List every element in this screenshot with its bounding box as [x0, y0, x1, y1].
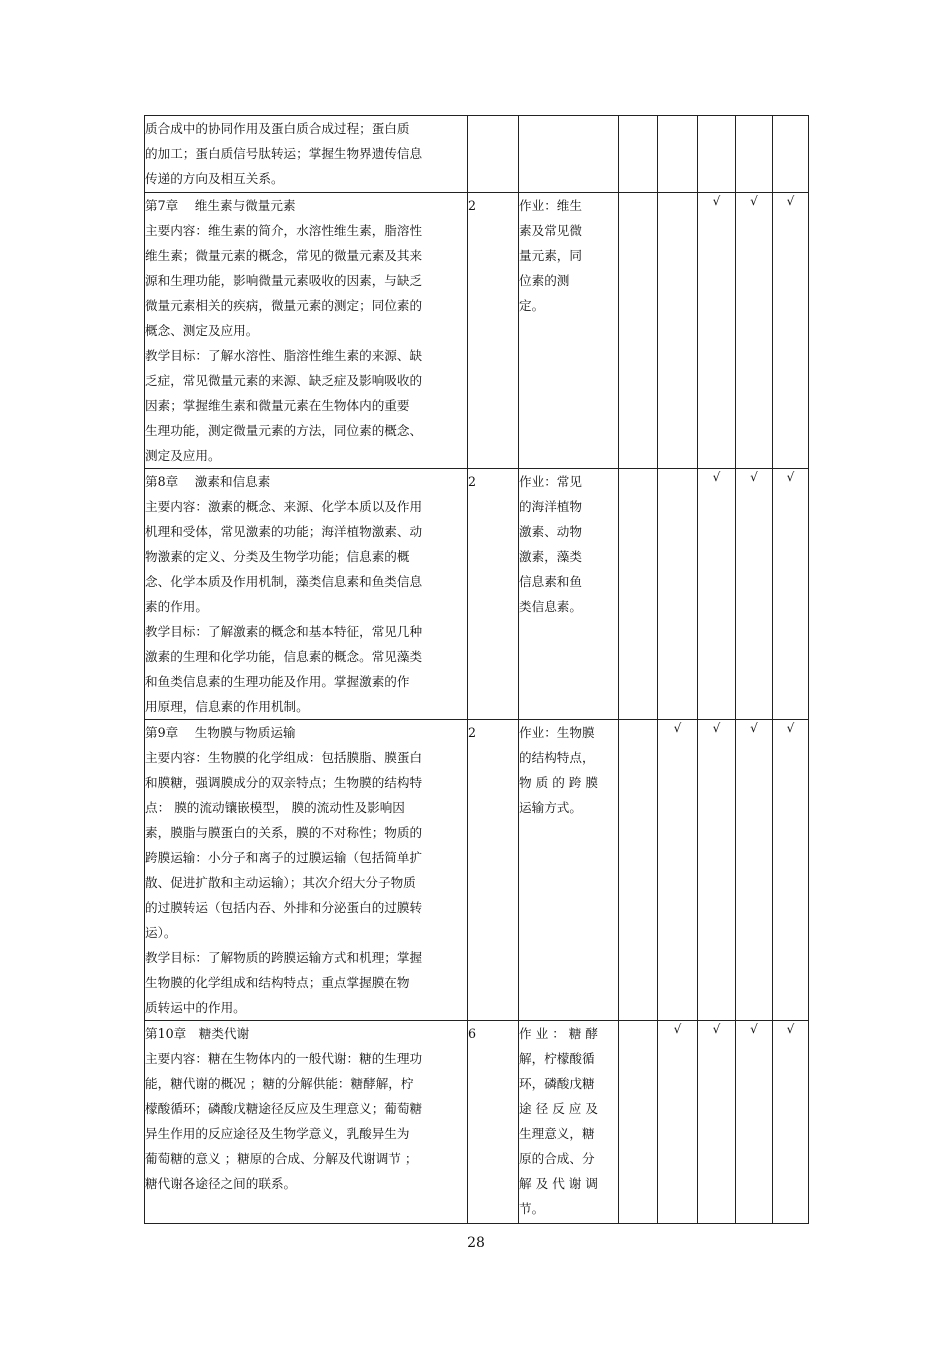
- content-line: 异生作用的反应途径及生物学意义，乳酸异生为: [145, 1126, 410, 1141]
- content-line: 教学目标：了解激素的概念和基本特征，常见几种: [145, 624, 423, 639]
- content-line: 维生素；微量元素的概念，常见的微量元素及其来: [145, 248, 423, 263]
- content-line: 生物膜的化学组成和结构特点；重点掌握膜在物: [145, 975, 410, 990]
- check-cell: [658, 193, 698, 469]
- content-cell: [145, 469, 468, 720]
- check-cell: [619, 116, 658, 193]
- hours-cell: [468, 116, 519, 193]
- content-cell: [145, 720, 468, 1021]
- check-cell: √: [736, 193, 773, 469]
- method-line: 激素、动物: [519, 524, 582, 539]
- content-line: 糖代谢各途径之间的联系。: [145, 1176, 297, 1191]
- method-cell: [519, 1021, 619, 1224]
- content-line: 生理功能，测定微量元素的方法，同位素的概念、: [145, 423, 423, 438]
- content-line: 主要内容：生物膜的化学组成：包括膜脂、膜蛋白: [145, 750, 423, 765]
- check-cell: √: [773, 469, 809, 720]
- method-line: 激素，藻类: [519, 549, 582, 564]
- syllabus-table: [144, 115, 809, 1224]
- content-line: 主要内容：维生素的简介，水溶性维生素，脂溶性: [145, 223, 423, 238]
- method-line: 定。: [519, 298, 545, 313]
- content-cell: [145, 116, 468, 193]
- content-line: 第7章 维生素与微量元素: [145, 198, 296, 213]
- content-line: 教学目标：了解物质的跨膜运输方式和机理；掌握: [145, 950, 423, 965]
- check-cell: √: [658, 720, 698, 1021]
- content-line: 物激素的定义、分类及生物学功能；信息素的概: [145, 549, 410, 564]
- check-cell: √: [698, 1021, 736, 1224]
- hours-cell: 6: [468, 1021, 519, 1224]
- method-line: 量元素，同: [519, 248, 582, 263]
- method-line: 位素的测: [519, 273, 570, 288]
- check-cell: [736, 116, 773, 193]
- content-line: 质合成中的协同作用及蛋白质合成过程；蛋白质: [145, 121, 410, 136]
- content-line: 葡萄糖的意义 ；糖原的合成、分解及代谢调节 ；: [145, 1151, 418, 1166]
- content-line: 源和生理功能，影响微量元素吸收的因素，与缺乏: [145, 273, 423, 288]
- content-line: 机理和受体，常见激素的功能；海洋植物激素、动: [145, 524, 423, 539]
- check-cell: [619, 193, 658, 469]
- check-cell: [619, 469, 658, 720]
- content-line: 素的作用。: [145, 599, 208, 614]
- content-line: 激素的生理和化学功能，信息素的概念。常见藻类: [145, 649, 423, 664]
- content-line: 用原理，信息素的作用机制。: [145, 699, 309, 714]
- check-cell: √: [736, 1021, 773, 1224]
- check-cell: [773, 116, 809, 193]
- hours-cell: 2: [468, 193, 519, 469]
- content-line: 微量元素相关的疾病，微量元素的测定；同位素的: [145, 298, 423, 313]
- table-body: [145, 116, 809, 1224]
- content-line: 的加工；蛋白质信号肽转运；掌握生物界遗传信息: [145, 146, 423, 161]
- check-cell: [658, 116, 698, 193]
- method-line: 节。: [519, 1201, 545, 1216]
- method-line: 运输方式。: [519, 800, 582, 815]
- check-cell: √: [698, 469, 736, 720]
- content-line: 点： 膜的流动镶嵌模型， 膜的流动性及影响因: [145, 800, 405, 815]
- content-line: 第8章 激素和信息素: [145, 474, 271, 489]
- check-cell: √: [736, 469, 773, 720]
- content-line: 和鱼类信息素的生理功能及作用。掌握激素的作: [145, 674, 410, 689]
- content-line: 测定及应用。: [145, 448, 221, 463]
- hours-cell: 2: [468, 469, 519, 720]
- table-row: [145, 193, 809, 469]
- content-cell: [145, 193, 468, 469]
- content-line: 乏症，常见微量元素的来源、缺乏症及影响吸收的: [145, 373, 423, 388]
- method-cell: [519, 469, 619, 720]
- method-cell: [519, 193, 619, 469]
- check-cell: √: [773, 193, 809, 469]
- method-line: 环，磷酸戊糖: [519, 1076, 595, 1091]
- page-number: 28: [467, 1235, 485, 1251]
- content-line: 檬酸循环；磷酸戊糖途径反应及生理意义；葡萄糖: [145, 1101, 423, 1116]
- content-line: 主要内容：激素的概念、来源、化学本质以及作用: [145, 499, 423, 514]
- content-line: 主要内容：糖在生物体内的一般代谢：糖的生理功: [145, 1051, 423, 1066]
- method-line: 原的合成、分: [519, 1151, 595, 1166]
- check-cell: [619, 720, 658, 1021]
- method-line: 作业：生物膜: [519, 725, 595, 740]
- content-line: 和膜糖，强调膜成分的双亲特点；生物膜的结构特: [145, 775, 423, 790]
- table-row: [145, 469, 809, 720]
- check-cell: √: [698, 193, 736, 469]
- method-line: 解，柠檬酸循: [519, 1051, 595, 1066]
- method-line: 信息素和鱼: [519, 574, 582, 589]
- content-line: 概念、测定及应用。: [145, 323, 259, 338]
- content-line: 能，糖代谢的概况 ；糖的分解供能：糖酵解，柠: [145, 1076, 414, 1091]
- method-line: 类信息素。: [519, 599, 582, 614]
- method-cell: [519, 720, 619, 1021]
- content-line: 因素；掌握维生素和微量元素在生物体内的重要: [145, 398, 410, 413]
- content-line: 的过膜转运（包括内吞、外排和分泌蛋白的过膜转: [145, 900, 423, 915]
- method-line: 作 业 ： 糖 酵: [519, 1026, 598, 1041]
- check-cell: √: [698, 720, 736, 1021]
- content-line: 素，膜脂与膜蛋白的关系，膜的不对称性；物质的: [145, 825, 423, 840]
- content-line: 念、化学本质及作用机制，藻类信息素和鱼类信息: [145, 574, 423, 589]
- method-line: 生理意义，糖: [519, 1126, 595, 1141]
- check-cell: √: [736, 720, 773, 1021]
- content-line: 第9章 生物膜与物质运输: [145, 725, 296, 740]
- content-line: 运）。: [145, 925, 177, 940]
- content-line: 第10章 糖类代谢: [145, 1026, 250, 1041]
- check-cell: √: [773, 1021, 809, 1224]
- content-cell: [145, 1021, 468, 1224]
- method-line: 的海洋植物: [519, 499, 582, 514]
- check-cell: √: [658, 1021, 698, 1224]
- method-line: 解 及 代 谢 调: [519, 1176, 598, 1191]
- content-line: 质转运中的作用。: [145, 1000, 246, 1015]
- method-line: 作业：常见: [519, 474, 582, 489]
- content-line: 跨膜运输：小分子和离子的过膜运输（包括简单扩: [145, 850, 423, 865]
- content-line: 教学目标：了解水溶性、脂溶性维生素的来源、缺: [145, 348, 423, 363]
- table-row: [145, 116, 809, 193]
- check-cell: [698, 116, 736, 193]
- method-line: 物 质 的 跨 膜: [519, 775, 598, 790]
- hours-cell: 2: [468, 720, 519, 1021]
- content-line: 散、促进扩散和主动运输）；其次介绍大分子物质: [145, 875, 416, 890]
- method-cell: [519, 116, 619, 193]
- content-line: 传递的方向及相互关系。: [145, 171, 284, 186]
- table-row: [145, 720, 809, 1021]
- method-line: 的结构特点，: [519, 750, 595, 765]
- method-line: 途 径 反 应 及: [519, 1101, 598, 1116]
- method-line: 作业：维生: [519, 198, 582, 213]
- method-line: 素及常见微: [519, 223, 582, 238]
- check-cell: √: [773, 720, 809, 1021]
- check-cell: [619, 1021, 658, 1224]
- table-row: [145, 1021, 809, 1224]
- check-cell: [658, 469, 698, 720]
